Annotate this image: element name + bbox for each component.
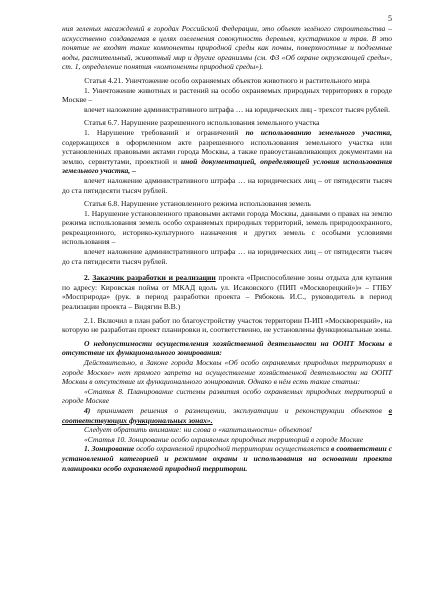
emphasis-other-documentation: иной документацией, определяющей условия использования земельного участка, – bbox=[62, 156, 392, 176]
article-8-item-4: 4) принимает решения о размещении, эксплуатации и реконструкции объектов в соответствующих функциональных зонах». bbox=[62, 405, 392, 425]
article-4-21-penalty: влечет наложение административного штрафа … на юридических лиц - трехсот тысяч рублей. bbox=[84, 104, 390, 114]
article-10-quote: «Статья 10. Зонирование особо охраняемых природных территорий в городе Москве bbox=[84, 434, 364, 444]
article-6-7-clause: 1. Нарушение требований и ограничений по использованию земельного участка, содержащихся в оформленном акте разрешенного использования земельного участка или установленных правовыми актами города Москвы, а также правоустанавливающих документами на землю, сервитутами, проектной и иной документацией, определяющей условия использования земельного участка, – bbox=[62, 127, 392, 176]
inadmissibility-heading: О недопустимости осуществления хозяйственной деятельности на ООПТ Москвы в отсутствие их функционального зонирования: bbox=[62, 338, 392, 358]
article-10-clause-1: 1. Зонирование особо охраняемой природной территории осуществляется в соответствии с установленной категорией и режимом охраны и использования на основании проекта планировки особо охраняемой природной территории. bbox=[62, 444, 392, 473]
intro-paragraph: ния зеленых насаждений в городах Российской Федерации, это объект зелёного строительства – искусственно создаваемая в целях озеленения совокупность деревьев, кустарников и трав. В это понятие не входят такие компоненты природной среды как почвы, поверхностные и подземные воды, растительный, животный мир и другие организмы (см. ФЗ «Об охране окружающей среды», ст. 1, определение понятия «компоненты природной среды»). bbox=[62, 24, 392, 72]
emphasis-land-use: по использованию земельного участка, bbox=[245, 127, 392, 137]
section-2-heading: Заказчик разработки и реализации bbox=[92, 273, 216, 283]
page-number: 5 bbox=[388, 14, 392, 23]
article-6-8-title: Статья 6.8. Нарушение установленного режима использования земель bbox=[84, 199, 311, 209]
attention-note: Следует обратить внимание: ни слова о «капитальности» объектов! bbox=[84, 425, 313, 435]
section-2-1-paragraph: 2.1. Включил в план работ по благоустройству участок территории П-ИП «Москворецкий», на которую не разработан проект планировки и, соответственно, не установлены функциональные зоны. bbox=[62, 315, 392, 335]
article-6-8-penalty: влечет наложение административного штрафа … на юридических лиц – от пятидесяти тысяч до ста пятидесяти тысяч рублей. bbox=[62, 247, 392, 266]
page-content bbox=[62, 24, 392, 473]
article-6-7-penalty: влечет наложение административного штрафа … на юридических лиц – от пятидесяти тысяч до ста пятидесяти тысяч рублей. bbox=[62, 175, 392, 195]
emphasis-zoning-basis: в соответствии с установленной категорией и режимом охраны и использования на основании проекта планировки особо охраняемой природной территории. bbox=[62, 444, 392, 473]
inadmissibility-paragraph: Действительно, в Законе города Москвы «Об особо охраняемых природных территориях в городе Москве» нет прямого запрета на осуществление хозяйственной деятельности на ООПТ Москвы в отсутствие их функционального зонирования. Однако в нём есть такие статьи: bbox=[62, 358, 392, 387]
article-8-quote: «Статья 8. Планирование системы развития особо охраняемых природных территорий в городе Москве bbox=[62, 386, 392, 406]
article-4-21-title: Статья 4.21. Уничтожение особо охраняемых объектов животного и растительного мира bbox=[84, 75, 370, 85]
emphasis-functional-zones: в соответствующих функциональных зонах». bbox=[62, 405, 392, 425]
article-6-7-title: Статья 6.7. Нарушение разрешенного использования земельного участка bbox=[84, 118, 320, 128]
article-6-8-clause: 1. Нарушение установленного правовыми актами города Москвы, данными о правах на землю режима использования земель особо охраняемых природных территорий, земель природоохранного, рекреационного, историко-культурного назначения и других земель с особыми условиями использования – bbox=[62, 208, 392, 247]
section-2-paragraph: 2. Заказчик разработки и реализации проекта «Приспособление зоны отдыха для купания по адресу: Кировская пойма от МКАД вдоль ул. Исаковского (ПИП «Москворецкий»)» – ГПБУ «Мосприрода» (рук. в период разработки проекта – Рябоконь И.С., руководитель в период реализации проекта – Видягин В.В.) bbox=[62, 273, 393, 312]
article-4-21-clause: 1. Уничтожение животных и растений на особо охраняемых природных территориях в городе Москве – bbox=[62, 85, 392, 105]
